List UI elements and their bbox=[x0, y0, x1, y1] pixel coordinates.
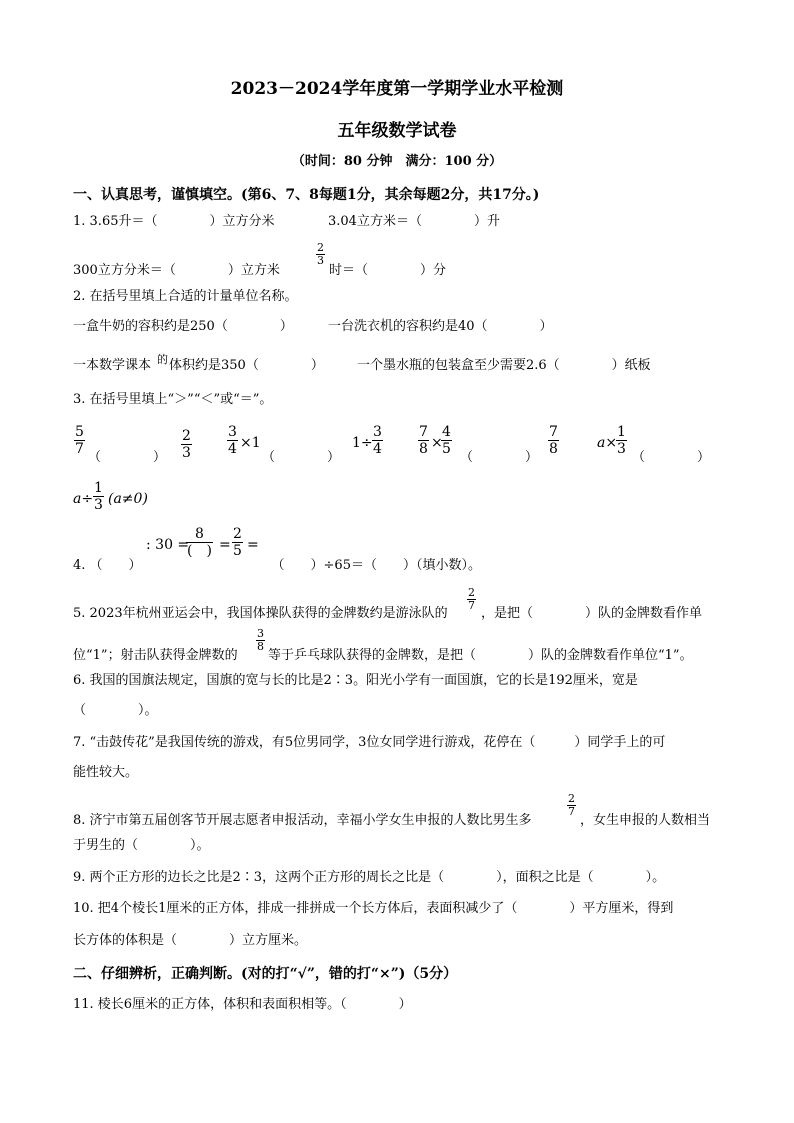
q4-eq2: = bbox=[247, 537, 259, 553]
q3-f4-den: 4 bbox=[373, 441, 382, 457]
q3-f2-num: 2 bbox=[182, 428, 191, 444]
q4-eq: = bbox=[219, 537, 231, 553]
q3-f3-num: 3 bbox=[228, 424, 237, 440]
q3-f5-num: 7 bbox=[419, 424, 428, 440]
q3-f8-den: 3 bbox=[617, 441, 626, 457]
q4-f2-den: 5 bbox=[233, 543, 242, 559]
q3-f6-den: 5 bbox=[442, 441, 451, 457]
q4-line: 4. （ ） （ ）÷65＝（ ）（填小数）。 bbox=[73, 558, 481, 573]
q1-frac-den: 3 bbox=[317, 254, 324, 267]
exam-title: 2023－2024学年度第一学期学业水平检测 bbox=[230, 79, 564, 99]
q2-d: 一个墨水瓶的包装盒至少需要2.6（ ）纸板 bbox=[357, 358, 651, 373]
q3-frac-8 bbox=[616, 424, 627, 457]
section1-heading: 一、认真思考，谨慎填空。(第6、7、8每题1分，其余每题2分，共17分。) bbox=[73, 187, 540, 203]
q2-b: 一台洗衣机的容积约是40（ ） bbox=[328, 319, 553, 334]
q5-frac-1 bbox=[467, 587, 476, 612]
q1-frac-num: 2 bbox=[317, 241, 324, 254]
q10-b: 长方体的体积是（ ）立方厘米。 bbox=[73, 933, 308, 948]
q3-f8-num: 1 bbox=[617, 424, 626, 440]
q3-f9-den: 3 bbox=[94, 497, 103, 513]
q3-frac-5 bbox=[418, 424, 429, 457]
section2-heading: 二、仔细辨析，正确判断。(对的打“√”，错的打“×”)（5分） bbox=[73, 966, 458, 982]
q3-f6-num: 4 bbox=[442, 424, 451, 440]
q4-f1-num: 8 bbox=[195, 526, 204, 542]
q7-b: 能性较大。 bbox=[73, 765, 139, 780]
q5-f1-num: 2 bbox=[468, 586, 475, 599]
q3-frac-6 bbox=[441, 424, 452, 457]
q9-a: 9. 两个正方形的边长之比是2∶3，这两个正方形的周长之比是（ ），面积之比是（ ）。 bbox=[73, 870, 666, 885]
q5-frac-2 bbox=[256, 628, 265, 653]
q1-d: 时＝（ ）分 bbox=[329, 263, 447, 278]
q4-f1-den: ( ) bbox=[187, 543, 212, 559]
q1-b: 3.04立方米＝（ ）升 bbox=[328, 214, 500, 229]
q4-f2-num: 2 bbox=[233, 526, 242, 542]
q3-f4-num: 3 bbox=[373, 424, 382, 440]
q3-f1-num: 5 bbox=[75, 424, 84, 440]
q3-paren-4: （ ） bbox=[632, 450, 711, 465]
q3-frac-1 bbox=[74, 424, 85, 457]
q3-f7-num: 7 bbox=[549, 424, 558, 440]
q3-f5-den: 8 bbox=[419, 441, 428, 457]
q3-f7-den: 8 bbox=[549, 441, 558, 457]
q2-a: 一盒牛奶的容积约是250（ ） bbox=[73, 319, 293, 334]
q3-stem: 3. 在括号里填上“＞”“＜”或“＝”。 bbox=[73, 392, 273, 407]
q3-frac-9 bbox=[93, 480, 104, 513]
exam-info: （时间：80 分钟 满分：100 分） bbox=[291, 154, 503, 169]
q5-f1-den: 7 bbox=[468, 599, 475, 612]
q3-a-div: a÷ bbox=[73, 491, 94, 507]
q2-c1: 一本数学课本 bbox=[73, 358, 152, 373]
q3-frac-3 bbox=[227, 424, 238, 457]
q3-f3-den: 4 bbox=[228, 441, 237, 457]
q8-f-num: 2 bbox=[568, 792, 575, 805]
q11-a: 11. 棱长6厘米的正方体，体积和表面积相等。（ ） bbox=[73, 997, 412, 1012]
q3-f2-den: 3 bbox=[182, 445, 191, 461]
q3-condition: (a≠0) bbox=[108, 491, 148, 507]
q1-c: 300立方分米＝（ ）立方米 bbox=[73, 263, 280, 278]
q3-a-times: a× bbox=[597, 435, 618, 451]
q8-f-den: 7 bbox=[568, 805, 575, 818]
q5-a2: ，是把（ ）队的金牌数看作单 bbox=[481, 606, 703, 621]
q3-times-1: ×1 bbox=[240, 435, 261, 451]
q5-b1: 位“1”；射击队获得金牌数的 bbox=[73, 648, 238, 663]
q6-a: 6. 我国的国旗法规定，国旗的宽与长的比是2∶3。阳光小学有一面国旗，它的长是192厘米，宽是 bbox=[73, 673, 638, 688]
exam-subtitle: 五年级数学试卷 bbox=[337, 121, 457, 141]
q10-a: 10. 把4个棱长1厘米的正方体，排成一排拼成一个长方体后，表面积减少了（ ）平方厘米，得到 bbox=[73, 901, 674, 916]
q3-paren-3: （ ） bbox=[460, 450, 539, 465]
q8-a1: 8. 济宁市第五届创客节开展志愿者申报活动，幸福小学女生申报的人数比男生多 bbox=[73, 813, 532, 828]
q4-frac-2 bbox=[232, 526, 243, 559]
q3-f1-den: 7 bbox=[75, 441, 84, 457]
q2-c-small: 的 bbox=[157, 353, 168, 366]
q4-ratio: : 30 = bbox=[146, 537, 190, 553]
q5-f2-den: 8 bbox=[257, 640, 264, 653]
q3-paren-2: （ ） bbox=[262, 450, 341, 465]
q8-a2: ，女生申报的人数相当 bbox=[580, 813, 711, 828]
q3-frac-2 bbox=[181, 428, 192, 461]
q2-stem: 2. 在括号里填上合适的计量单位名称。 bbox=[73, 289, 298, 304]
q8-b: 于男生的（ ）。 bbox=[73, 838, 210, 853]
q1-a: 1. 3.65升＝（ ）立方分米 bbox=[73, 214, 275, 229]
q2-c2: 体积约是350（ ） bbox=[169, 358, 324, 373]
q3-one-div: 1÷ bbox=[352, 435, 373, 451]
q7-a: 7. “击鼓传花”是我国传统的游戏，有5位男同学，3位女同学进行游戏，花停在（ ）同学手上的可 bbox=[73, 735, 666, 750]
q4-frac-1 bbox=[186, 526, 213, 559]
q8-frac bbox=[567, 793, 576, 818]
q3-frac-7 bbox=[548, 424, 559, 457]
q5-a1: 5. 2023年杭州亚运会中，我国体操队获得的金牌数约是游泳队的 bbox=[73, 606, 448, 621]
q3-f9-num: 1 bbox=[94, 480, 103, 496]
q1-fraction bbox=[316, 242, 325, 267]
q6-b: （ ）。 bbox=[73, 703, 158, 718]
q5-f2-num: 3 bbox=[257, 627, 264, 640]
q3-paren-1: （ ） bbox=[88, 450, 167, 465]
q3-times: × bbox=[431, 435, 443, 451]
q5-b2: 等于乒乓球队获得的金牌数，是把（ ）队的金牌数看作单位“1”。 bbox=[268, 648, 693, 663]
q3-frac-4 bbox=[372, 424, 383, 457]
